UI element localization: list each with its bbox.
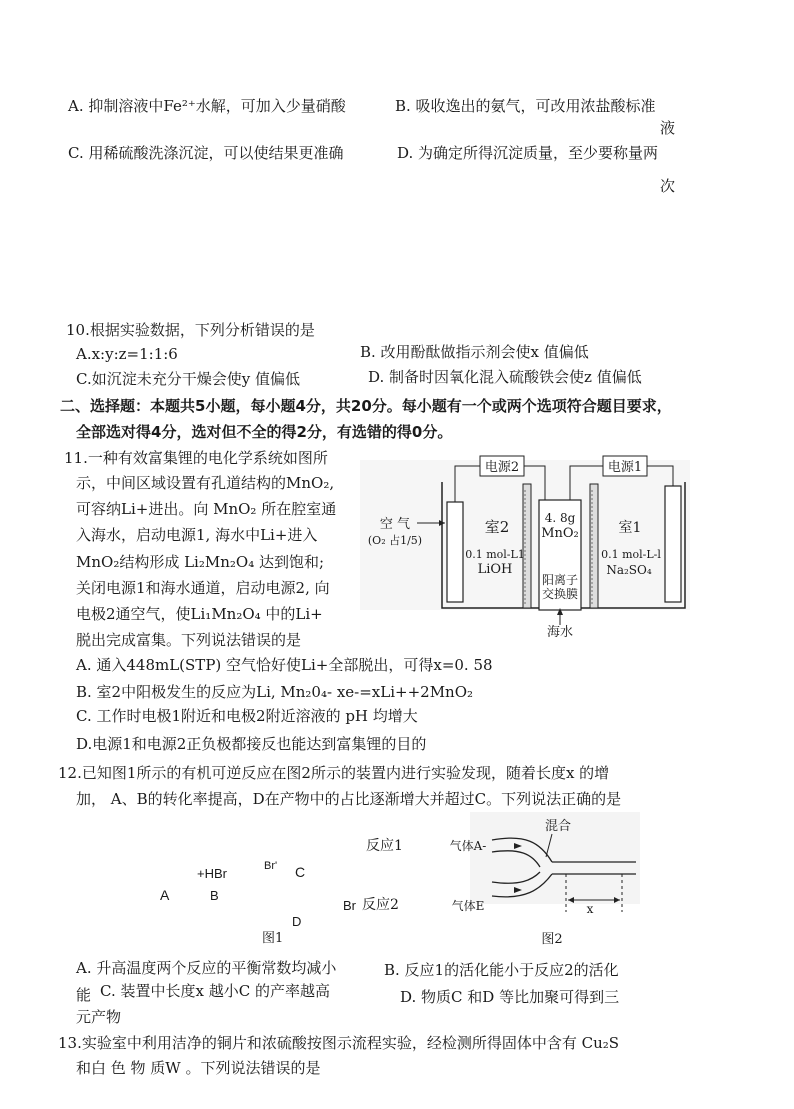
q9-option-b-continued: 液 — [660, 119, 676, 137]
room-2-concentration: 0.1 mol-L1 — [465, 548, 525, 561]
q11-stem-line: 关闭电源1和海水通道，启动电源2, 向 — [76, 579, 330, 597]
q11-option-c: C. 工作时电极1附近和电极2附近溶液的 pH 均增大 — [76, 707, 418, 725]
q10-option-c: C.如沉淀未充分干燥会使y 值偏低 — [76, 370, 300, 388]
section-heading: 二、选择题：本题共5小题，每小题4分，共20分。每小题有一个或两个选项符合题目要求， — [60, 397, 672, 415]
q12-option-a-continued: 能 — [76, 986, 92, 1004]
fig1-caption: 图1 — [262, 931, 284, 946]
power-supply-2-label: 电源2 — [484, 460, 520, 475]
fig1-product-c: C — [295, 864, 306, 880]
mixing-tube-diagram — [440, 812, 640, 952]
seawater-label: 海水 — [546, 625, 574, 640]
fig1-reactant-b: B — [210, 888, 219, 903]
q11-stem-line: 11.一种有效富集锂的电化学系统如图所 — [64, 449, 328, 467]
q9-option-a: A. 抑制溶液中Fe²⁺水解，可加入少量硝酸 — [68, 97, 346, 115]
fig1-reactant-a: A — [160, 887, 170, 903]
q12-option-d: D. 物质C 和D 等比加聚可得到三 — [400, 988, 620, 1006]
q12-option-d-continued: 元产物 — [76, 1008, 122, 1026]
q13-stem-line: 13.实验室中利用洁净的铜片和浓硫酸按图示流程实验，经检测所得固体中含有 Cu₂S — [58, 1034, 620, 1052]
q11-stem-line: 电极2通空气，使Li₁Mn₂O₄ 中的Li+ — [76, 605, 323, 623]
fig2-length-x: x — [586, 902, 594, 916]
q11-stem-line: 可容纳Li+进出。向 MnO₂ 所在腔室通 — [76, 500, 337, 518]
q11-stem-line: 示，中间区域设置有孔道结构的MnO₂, — [76, 474, 335, 492]
q12-option-a: A. 升高温度两个反应的平衡常数均减小 — [76, 959, 337, 977]
mno2-mass: 4. 8g — [544, 511, 576, 525]
room-1-label: 室1 — [618, 520, 642, 536]
q11-option-b: B. 室2中阳极发生的反应为Li, Mn₂0₄- xe-=xLi++2MnO₂ — [76, 683, 474, 701]
air-oxygen-note: (O₂ 占1/5) — [367, 534, 423, 547]
power-supply-1-label: 电源1 — [607, 460, 643, 475]
q12-stem-line: 加， A、B的转化率提高，D在产物中的占比逐渐增大并超过C。下列说法正确的是 — [76, 790, 622, 808]
room-2-label: 室2 — [484, 518, 510, 536]
membrane-label: 阳离子 — [541, 573, 579, 587]
lithium-enrichment-cell-diagram — [355, 440, 700, 640]
q10-stem: 10.根据实验数据，下列分析错误的是 — [66, 321, 315, 339]
q12-option-b: B. 反应1的活化能小于反应2的活化 — [384, 961, 619, 979]
q9-option-d-continued: 次 — [660, 177, 676, 195]
q11-stem-line: MnO₂结构形成 Li₂Mn₂O₄ 达到饱和; — [76, 553, 325, 571]
fig2-gas-e: 气体E — [451, 899, 485, 913]
fig1-hbr: +HBr — [197, 866, 227, 881]
q11-option-d: D.电源1和电源2正负极都接反也能达到富集锂的目的 — [76, 735, 427, 753]
q11-stem-line: 入海水，启动电源1, 海水中Li+进入 — [76, 526, 318, 544]
q10-option-a: A.x:y:z=1:1:6 — [76, 345, 178, 363]
fig1-reaction-1: 反应1 — [366, 838, 403, 854]
q9-option-c: C. 用稀硫酸洗涤沉淀，可以使结果更准确 — [68, 144, 344, 162]
air-label: 空 气 — [379, 517, 411, 532]
q12-stem-line: 12.已知图1所示的有机可逆反应在图2所示的装置内进行实验发现，随着长度x 的增 — [58, 764, 610, 782]
fig2-gas-a: 气体A- — [449, 839, 487, 853]
q9-option-d: D. 为确定所得沉淀质量，至少要称量两 — [397, 144, 659, 162]
mno2-label: MnO₂ — [541, 526, 579, 541]
fig1-br-top: Br' — [264, 860, 278, 872]
fig1-br: Br — [343, 898, 356, 913]
q13-stem-line: 和白 色 物 质W 。下列说法错误的是 — [76, 1059, 321, 1077]
q11-option-a: A. 通入448mL(STP) 空气恰好使Li+全部脱出，可得x=0. 58 — [76, 656, 493, 674]
q11-stem-line: 脱出完成富集。下列说法错误的是 — [76, 631, 302, 649]
q9-option-b: B. 吸收逸出的氨气，可改用浓盐酸标准 — [395, 97, 656, 115]
section-heading-rule: 全部选对得4分，选对但不全的得2分，有选错的得0分。 — [76, 423, 453, 441]
fig2-mix-label: 混合 — [544, 819, 572, 834]
membrane-label-2: 交换膜 — [541, 587, 579, 601]
q10-option-b: B. 改用酚酞做指示剂会使x 值偏低 — [360, 343, 589, 361]
q12-option-c: C. 装置中长度x 越小C 的产率越高 — [100, 982, 330, 1000]
q10-option-d: D. 制备时因氧化混入硫酸铁会使z 值偏低 — [368, 368, 642, 386]
room-1-solution: Na₂SO₄ — [606, 563, 652, 577]
room-2-solution: LiOH — [477, 562, 513, 577]
fig1-reaction-2: 反应2 — [362, 897, 399, 913]
fig1-product-d: D — [292, 914, 302, 929]
room-1-concentration: 0.1 mol-L-l — [601, 548, 661, 561]
fig2-caption: 图2 — [541, 932, 563, 947]
